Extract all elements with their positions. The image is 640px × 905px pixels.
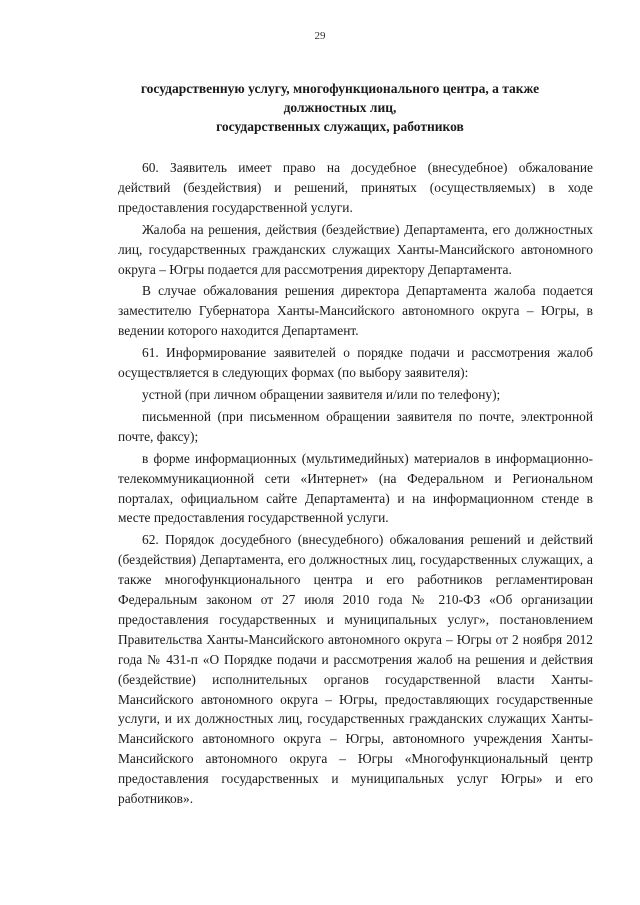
paragraph: 62. Порядок досудебного (внесудебного) обжалования решений и действий (бездействия) Департамента, его должностных лиц, государственных служащих, а также многофункционального центра и его работников регламентирован Федеральным законом от 27 июля 2010 года № 210-ФЗ «Об организации предоставления государственных и муниципальных услуг», постановлением Правительства Ханты-Мансийского автономного округа – Югры от 2 ноября 2012 года № 431-п «О Порядке подачи и рассмотрения жалоб на решения и действия (бездействие) исполнительных органов государственной власти Ханты-Мансийского автономного округа – Югры, предоставляющих государственные услуги, и их должностных лиц, государственных гражданских служащих Ханты-Мансийского автономного округа – Югры, автономного учреждения Ханты-Мансийского автономного округа – Югры «Многофункциональный центр предоставления государственных и муниципальных услуг Югры» и его работников».: [118, 532, 593, 807]
section-heading: [96, 79, 584, 136]
heading-line: должностных лиц,: [283, 100, 397, 115]
page-number: 29: [314, 30, 326, 42]
paragraph: 61. Информирование заявителей о порядке подачи и рассмотрения жалоб осуществляется в следующих формах (по выбору заявителя):: [118, 345, 593, 381]
paragraph: 60. Заявитель имеет право на досудебное (внесудебное) обжалование действий (бездействия) и решений, принятых (осуществляемых) в ходе предоставления государственной услуги.: [118, 160, 593, 215]
paragraph: Жалоба на решения, действия (бездействие) Департамента, его должностных лиц, государственных гражданских служащих Ханты-Мансийского автономного округа – Югры подается для рассмотрения директору Департамента.: [118, 221, 593, 277]
paragraph: В случае обжалования решения директора Департамента жалоба подается заместителю Губернатора Ханты-Мансийского автономного округа – Югры, в ведении которого находится Департамент.: [118, 283, 593, 339]
paragraph: устной (при личном обращении заявителя и/или по телефону);: [142, 386, 501, 402]
document-body: [118, 158, 593, 811]
paragraph: в форме информационных (мультимедийных) материалов в информационно-телекоммуникационной сети «Интернет» (на Федеральном и Региональном порталах, официальном сайте Департамента) и на информационном стенде в месте предоставления государственной услуги.: [118, 450, 593, 526]
paragraph: письменной (при письменном обращении заявителя по почте, электронной почте, факсу);: [118, 408, 593, 444]
heading-line: государственных служащих, работников: [216, 119, 464, 134]
heading-line: государственную услугу, многофункционального центра, а также: [140, 81, 540, 96]
